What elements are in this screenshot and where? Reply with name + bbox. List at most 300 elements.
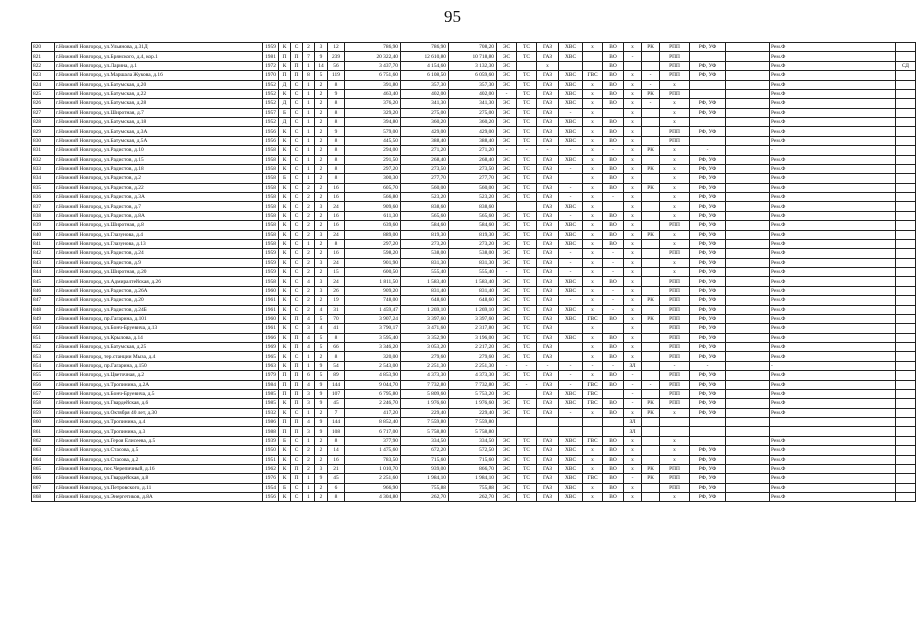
- table-cell: [642, 352, 660, 361]
- table-cell: РФ, УФ: [690, 455, 726, 464]
- table-cell: ВО: [603, 183, 624, 192]
- table-cell: ТС: [517, 324, 537, 333]
- table-cell: 560,00: [401, 183, 449, 192]
- table-cell: ВО: [603, 52, 624, 61]
- table-cell: ВО: [603, 464, 624, 473]
- table-row: [32, 221, 916, 230]
- table-cell: 1972: [263, 61, 279, 70]
- table-cell: К: [279, 352, 291, 361]
- table-cell: К: [279, 455, 291, 464]
- table-cell: -: [559, 211, 583, 220]
- table-cell: ВО: [603, 61, 624, 70]
- table-cell: РФ, УФ: [690, 286, 726, 295]
- table-cell: 1: [303, 99, 315, 108]
- table-cell: ТС: [517, 333, 537, 342]
- table-cell: ГАЗ: [537, 52, 559, 61]
- table-cell: [642, 286, 660, 295]
- table-cell: -: [660, 361, 690, 370]
- table-cell: 1 976,60: [449, 399, 497, 408]
- table-cell: [642, 371, 660, 380]
- table-cell: х: [583, 174, 603, 183]
- table-cell: ХВС: [559, 474, 583, 483]
- table-cell: ЭС: [497, 493, 517, 502]
- table-cell: РПП: [660, 89, 690, 98]
- table-cell: [642, 483, 660, 492]
- table-cell: РК: [642, 183, 660, 192]
- table-cell: РФ, УФ: [690, 324, 726, 333]
- table-cell: х: [624, 43, 642, 52]
- table-row: [32, 99, 916, 108]
- table-cell: ГВС: [583, 389, 603, 398]
- table-cell: 2: [315, 80, 328, 89]
- table-cell: 2: [303, 268, 315, 277]
- table-cell: Рем.Ф: [770, 221, 896, 230]
- table-cell: ГАЗ: [537, 277, 559, 286]
- table-cell: 391,80: [345, 80, 401, 89]
- table-cell: х: [583, 183, 603, 192]
- table-cell: 565,60: [449, 211, 497, 220]
- table-cell: РФ, УФ: [690, 408, 726, 417]
- table-cell: х: [583, 343, 603, 352]
- table-cell: ТС: [517, 483, 537, 492]
- table-cell: Рем.Ф: [770, 446, 896, 455]
- table-cell: х: [660, 174, 690, 183]
- table-cell: ЭС: [497, 446, 517, 455]
- table-cell: г.Нижний Новгород, ул.Батумская, д.20: [55, 80, 263, 89]
- table-cell: [642, 258, 660, 267]
- table-cell: Рем.Ф: [770, 127, 896, 136]
- table-cell: [642, 127, 660, 136]
- table-cell: РК: [642, 408, 660, 417]
- table-cell: 523,20: [449, 193, 497, 202]
- table-cell: 89: [328, 371, 345, 380]
- table-cell: х: [583, 371, 603, 380]
- table-cell: [642, 249, 660, 258]
- table-cell: ГАЗ: [537, 474, 559, 483]
- table-cell: 835: [32, 183, 55, 192]
- table-cell: 639,60: [345, 221, 401, 230]
- table-cell: ТС: [517, 268, 537, 277]
- table-cell: 3 595,40: [345, 333, 401, 342]
- table-cell: 715,60: [449, 455, 497, 464]
- table-cell: ЭС: [497, 455, 517, 464]
- table-cell: ЭС: [497, 352, 517, 361]
- table-cell: 2: [315, 408, 328, 417]
- table-cell: 463,40: [345, 89, 401, 98]
- table-cell: ЭС: [497, 80, 517, 89]
- table-cell: [642, 436, 660, 445]
- table-cell: [726, 193, 770, 202]
- table-cell: ТС: [517, 211, 537, 220]
- table-cell: х: [583, 146, 603, 155]
- table-cell: 1 984,10: [401, 474, 449, 483]
- table-cell: ТС: [517, 436, 537, 445]
- table-cell: [642, 211, 660, 220]
- table-cell: -: [559, 258, 583, 267]
- table-cell: -: [497, 268, 517, 277]
- table-cell: г.Нижний Новгород, ул.Глазунова, д.13: [55, 239, 263, 248]
- table-cell: 827: [32, 108, 55, 117]
- table-cell: 16: [328, 193, 345, 202]
- table-cell: х: [583, 249, 603, 258]
- table-cell: 826: [32, 99, 55, 108]
- table-cell: 838: [32, 211, 55, 220]
- table-cell: [583, 52, 603, 61]
- table-cell: [896, 380, 916, 389]
- table-cell: П: [291, 399, 303, 408]
- table-cell: 1954: [263, 483, 279, 492]
- table-cell: г.Нижний Новгород, ул.Стасова, д.2: [55, 455, 263, 464]
- table-row: [32, 202, 916, 211]
- table-cell: 417,20: [345, 408, 401, 417]
- table-cell: [726, 352, 770, 361]
- table-cell: ТС: [517, 230, 537, 239]
- table-cell: П: [291, 464, 303, 473]
- table-cell: [726, 314, 770, 323]
- table-cell: х: [624, 446, 642, 455]
- table-cell: 841: [32, 239, 55, 248]
- table-cell: 5 758,80: [449, 427, 497, 436]
- table-cell: 3: [315, 286, 328, 295]
- table-cell: 357,30: [401, 80, 449, 89]
- table-cell: ГАЗ: [537, 211, 559, 220]
- table-cell: 2: [315, 99, 328, 108]
- table-cell: С: [291, 493, 303, 502]
- table-cell: 277,70: [401, 174, 449, 183]
- table-cell: РФ, УФ: [690, 464, 726, 473]
- table-cell: К: [279, 61, 291, 70]
- table-cell: ГАЗ: [537, 436, 559, 445]
- table-cell: П: [279, 389, 291, 398]
- table-cell: ЭС: [497, 371, 517, 380]
- table-cell: х: [624, 493, 642, 502]
- table-cell: К: [279, 230, 291, 239]
- table-cell: 3: [303, 324, 315, 333]
- table-cell: 824: [32, 80, 55, 89]
- table-row: [32, 118, 916, 127]
- table-cell: ТС: [517, 80, 537, 89]
- table-cell: С: [291, 277, 303, 286]
- table-cell: РПП: [660, 343, 690, 352]
- table-cell: х: [583, 43, 603, 52]
- table-cell: г.Нижний Новгород, ул.Радистов, д.22: [55, 183, 263, 192]
- table-cell: РПП: [660, 389, 690, 398]
- table-cell: Рем.Ф: [770, 474, 896, 483]
- table-cell: 377,90: [345, 436, 401, 445]
- table-cell: х: [624, 71, 642, 80]
- table-cell: 2: [315, 493, 328, 502]
- table-cell: 5: [315, 314, 328, 323]
- table-cell: РФ, УФ: [690, 230, 726, 239]
- table-cell: [583, 61, 603, 70]
- table-cell: ХВС: [559, 230, 583, 239]
- table-cell: 1: [303, 146, 315, 155]
- table-cell: х: [624, 436, 642, 445]
- table-cell: ТС: [517, 89, 537, 98]
- table-cell: 329,20: [345, 108, 401, 117]
- table-cell: г.Нижний Новгород, пос.Черепичный, д.16: [55, 464, 263, 473]
- table-cell: 2: [315, 268, 328, 277]
- table-cell: [642, 174, 660, 183]
- table-cell: 1: [303, 80, 315, 89]
- table-cell: Рем.Ф: [770, 314, 896, 323]
- table-cell: ГВС: [583, 71, 603, 80]
- table-cell: РК: [642, 399, 660, 408]
- table-cell: [559, 352, 583, 361]
- table-cell: 2: [315, 146, 328, 155]
- table-cell: х: [583, 446, 603, 455]
- table-cell: 829: [32, 127, 55, 136]
- table-cell: х: [624, 455, 642, 464]
- table-cell: 12: [328, 43, 345, 52]
- table-cell: 294,00: [345, 146, 401, 155]
- table-cell: х: [660, 99, 690, 108]
- table-cell: ХВС: [559, 202, 583, 211]
- table-cell: ВО: [603, 314, 624, 323]
- table-cell: [690, 118, 726, 127]
- table-cell: 297,20: [345, 164, 401, 173]
- table-cell: 865: [32, 464, 55, 473]
- table-cell: [896, 71, 916, 80]
- table-cell: РК: [642, 464, 660, 473]
- table-cell: 4 154,60: [401, 61, 449, 70]
- table-cell: 9 044,70: [345, 380, 401, 389]
- table-cell: -: [603, 146, 624, 155]
- table-cell: [726, 493, 770, 502]
- table-cell: С: [291, 80, 303, 89]
- table-cell: Б: [279, 436, 291, 445]
- table-cell: 360,20: [449, 118, 497, 127]
- table-cell: х: [583, 483, 603, 492]
- table-cell: [896, 174, 916, 183]
- table-cell: Рем.Ф: [770, 52, 896, 61]
- table-cell: С: [291, 127, 303, 136]
- table-cell: С: [291, 305, 303, 314]
- table-cell: [896, 277, 916, 286]
- table-cell: г.Нижний Новгород, ул.Широтная, д.20: [55, 268, 263, 277]
- table-cell: РФ, УФ: [690, 493, 726, 502]
- table-cell: 1 269,10: [449, 305, 497, 314]
- table-cell: г.Нижний Новгород, ул.Ульянова, д.31Д: [55, 43, 263, 52]
- table-cell: -: [497, 146, 517, 155]
- table-cell: х: [660, 239, 690, 248]
- table-cell: РПП: [660, 127, 690, 136]
- table-cell: ЭС: [497, 258, 517, 267]
- table-cell: -: [497, 89, 517, 98]
- table-cell: -: [603, 361, 624, 370]
- table-cell: К: [279, 155, 291, 164]
- table-cell: ТС: [517, 258, 537, 267]
- table-row: [32, 286, 916, 295]
- table-cell: 360,20: [401, 118, 449, 127]
- table-cell: 605,70: [345, 183, 401, 192]
- table-cell: 14: [315, 61, 328, 70]
- table-cell: Рем.Ф: [770, 493, 896, 502]
- table-cell: 715,60: [401, 455, 449, 464]
- table-cell: х: [624, 211, 642, 220]
- table-cell: 66: [328, 343, 345, 352]
- table-cell: ВО: [603, 436, 624, 445]
- table-cell: 1958: [263, 193, 279, 202]
- table-cell: 831,30: [449, 258, 497, 267]
- table-cell: 648,60: [401, 296, 449, 305]
- table-cell: 24: [328, 202, 345, 211]
- table-cell: [726, 455, 770, 464]
- table-row: [32, 464, 916, 473]
- table-cell: [726, 277, 770, 286]
- table-cell: РПП: [660, 333, 690, 342]
- table-cell: 2: [303, 211, 315, 220]
- table-cell: -: [537, 146, 559, 155]
- table-cell: ГАЗ: [537, 174, 559, 183]
- table-cell: [642, 155, 660, 164]
- table-cell: 611,30: [345, 211, 401, 220]
- table-cell: ЭС: [497, 211, 517, 220]
- table-cell: 783,50: [345, 455, 401, 464]
- table-cell: ХВС: [559, 136, 583, 145]
- table-cell: [896, 305, 916, 314]
- table-cell: [896, 286, 916, 295]
- table-cell: [642, 427, 660, 436]
- table-cell: 275,00: [401, 108, 449, 117]
- table-cell: х: [624, 483, 642, 492]
- table-cell: ЭС: [497, 483, 517, 492]
- table-cell: 279,60: [401, 352, 449, 361]
- table-cell: х: [583, 258, 603, 267]
- table-cell: [896, 352, 916, 361]
- table-cell: 3: [315, 258, 328, 267]
- table-cell: ТС: [517, 305, 537, 314]
- table-cell: ВО: [603, 352, 624, 361]
- table-cell: [726, 361, 770, 370]
- table-cell: 70: [328, 314, 345, 323]
- table-cell: РПП: [660, 52, 690, 61]
- table-cell: Рем.Ф: [770, 193, 896, 202]
- table-cell: 3: [303, 399, 315, 408]
- table-cell: С: [291, 211, 303, 220]
- table-cell: Рем.Ф: [770, 286, 896, 295]
- table-cell: 1961: [263, 305, 279, 314]
- table-cell: Д: [279, 99, 291, 108]
- table-cell: х: [583, 136, 603, 145]
- table-cell: 394,80: [345, 118, 401, 127]
- table-cell: Рем.Ф: [770, 174, 896, 183]
- table-cell: [896, 296, 916, 305]
- table-cell: РК: [642, 89, 660, 98]
- table-cell: С: [291, 483, 303, 492]
- table-cell: [896, 164, 916, 173]
- table-row: [32, 389, 916, 398]
- table-cell: К: [279, 258, 291, 267]
- table-cell: К: [279, 286, 291, 295]
- table-cell: Рем.Ф: [770, 371, 896, 380]
- table-cell: 848: [32, 305, 55, 314]
- table-cell: г.Нижний Новгород, ул.Радистов, д.20: [55, 296, 263, 305]
- table-cell: К: [279, 164, 291, 173]
- table-cell: ВО: [603, 164, 624, 173]
- table-cell: 402,00: [401, 89, 449, 98]
- table-cell: ВО: [603, 155, 624, 164]
- table-cell: ВО: [603, 446, 624, 455]
- table-cell: [642, 239, 660, 248]
- table-cell: г.Нижний Новгород, ул.Бонч-Бруевича, д.13: [55, 324, 263, 333]
- table-cell: г.Нижний Новгород, ул.Тропинина, д.3: [55, 427, 263, 436]
- table-cell: Рем.Ф: [770, 343, 896, 352]
- table-cell: -: [690, 361, 726, 370]
- table-cell: ЗЛ: [624, 427, 642, 436]
- table-cell: 2: [315, 127, 328, 136]
- table-cell: 2: [315, 221, 328, 230]
- table-cell: 2: [303, 258, 315, 267]
- table-cell: г.Нижний Новгород, ул.Стасова, д.5: [55, 446, 263, 455]
- table-cell: ВО: [603, 455, 624, 464]
- table-cell: 8: [328, 352, 345, 361]
- table-cell: 16: [328, 221, 345, 230]
- table-cell: ХВС: [559, 314, 583, 323]
- table-cell: х: [583, 493, 603, 502]
- table-cell: РФ, УФ: [690, 389, 726, 398]
- table-row: [32, 89, 916, 98]
- table-cell: [537, 418, 559, 427]
- table-cell: -: [770, 361, 896, 370]
- table-cell: Рем.Ф: [770, 202, 896, 211]
- table-cell: [726, 80, 770, 89]
- table-cell: ЭС: [497, 43, 517, 52]
- table-cell: 823: [32, 71, 55, 80]
- table-cell: [896, 80, 916, 89]
- table-cell: 1 583,40: [449, 277, 497, 286]
- table-cell: ГАЗ: [537, 380, 559, 389]
- table-cell: 4: [303, 333, 315, 342]
- table-cell: Рем.Ф: [770, 464, 896, 473]
- table-cell: [690, 436, 726, 445]
- table-cell: К: [279, 474, 291, 483]
- table-cell: ВО: [603, 239, 624, 248]
- table-cell: 2: [315, 446, 328, 455]
- table-cell: К: [279, 464, 291, 473]
- table-cell: [896, 427, 916, 436]
- table-cell: ТС: [517, 277, 537, 286]
- table-cell: 9: [315, 427, 328, 436]
- table-cell: 3 352,90: [401, 333, 449, 342]
- table-cell: 8: [328, 118, 345, 127]
- table-cell: К: [279, 296, 291, 305]
- table-cell: 1: [303, 61, 315, 70]
- table-cell: [517, 427, 537, 436]
- table-cell: ТС: [517, 493, 537, 502]
- table-cell: 1: [303, 118, 315, 127]
- table-cell: 1956: [263, 136, 279, 145]
- table-cell: 229,40: [401, 408, 449, 417]
- table-cell: ТС: [517, 136, 537, 145]
- table-cell: С: [291, 239, 303, 248]
- table-row: [32, 146, 916, 155]
- table-cell: 1958: [263, 211, 279, 220]
- table-cell: 1 459,47: [345, 305, 401, 314]
- table-cell: ХВС: [559, 286, 583, 295]
- table-cell: 4 853,90: [345, 371, 401, 380]
- table-cell: ГВС: [583, 380, 603, 389]
- table-cell: [660, 418, 690, 427]
- table-cell: 144: [328, 380, 345, 389]
- table-cell: [726, 286, 770, 295]
- table-cell: 1: [303, 493, 315, 502]
- table-cell: 538,00: [449, 249, 497, 258]
- table-cell: г.Нижний Новгород, ул.Петровского, д.11: [55, 483, 263, 492]
- table-cell: 1963: [263, 361, 279, 370]
- table-cell: ТС: [517, 43, 537, 52]
- table-cell: С: [291, 164, 303, 173]
